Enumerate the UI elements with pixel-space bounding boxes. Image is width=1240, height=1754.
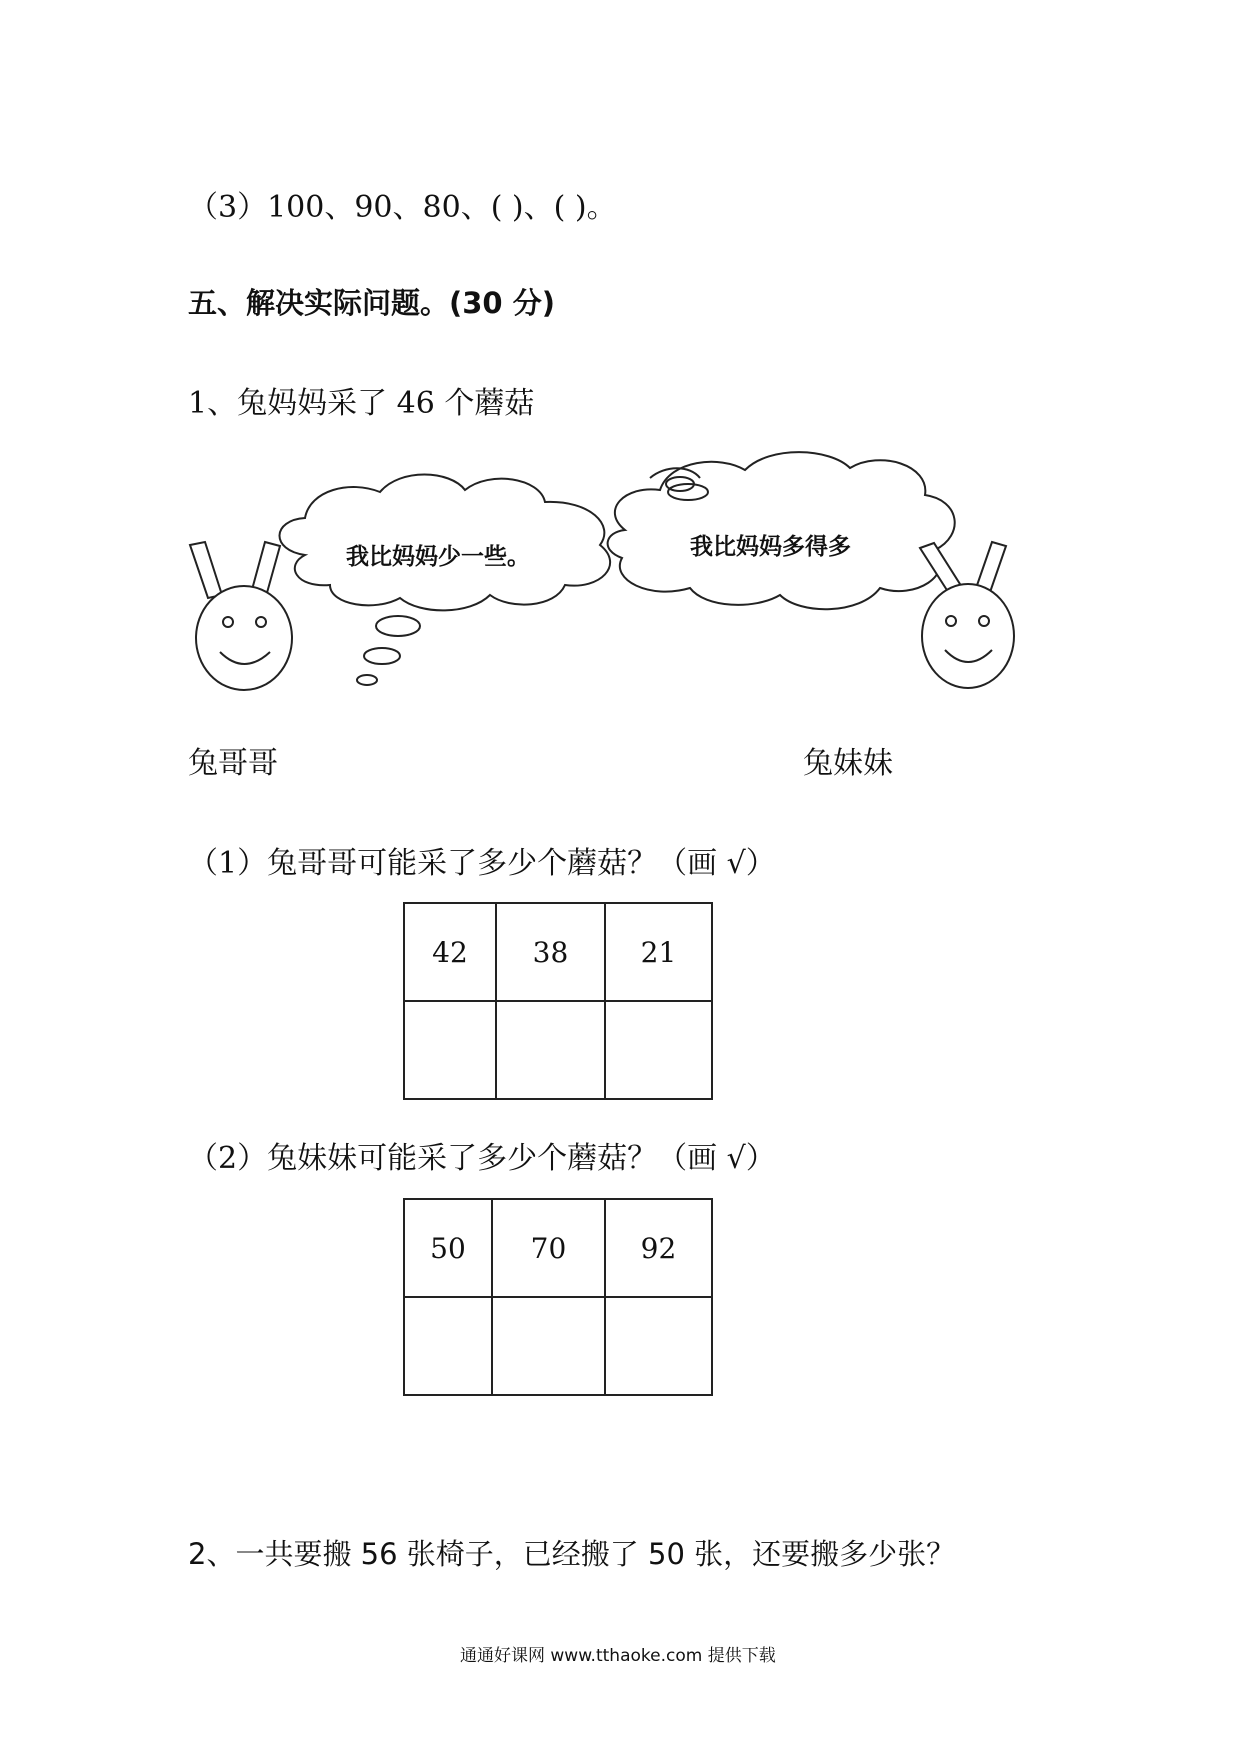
footer-source: 通通好课网 www.tthaoke.com 提供下载	[460, 1646, 776, 1666]
left-thought-dot-large	[376, 616, 420, 636]
answer-grid-1	[403, 902, 713, 1100]
problem-1-title: 1、兔妈妈采了 46 个蘑菇	[188, 386, 535, 421]
fill-in-sequence-q3: （3）100、90、80、( )、( )。	[188, 190, 617, 225]
left-thought-dot-small	[357, 675, 377, 685]
checkmark-cell[interactable]	[605, 1297, 712, 1395]
right-rabbit	[920, 542, 1014, 688]
option-cell: 50	[404, 1199, 492, 1297]
option-cell: 70	[492, 1199, 605, 1297]
option-cell: 42	[404, 903, 496, 1001]
label-rabbit-sister: 兔妹妹	[803, 746, 893, 781]
answer-grid-2	[403, 1198, 713, 1396]
checkmark-cell[interactable]	[492, 1297, 605, 1395]
checkmark-cell[interactable]	[404, 1001, 496, 1099]
left-thought-dot-medium	[364, 648, 400, 664]
label-rabbit-brother: 兔哥哥	[188, 746, 278, 781]
right-bubble-text: 我比妈妈多得多	[690, 534, 851, 560]
section-title: 五、解决实际问题。(30 分)	[188, 286, 555, 320]
checkmark-cell[interactable]	[605, 1001, 712, 1099]
rabbits-illustration	[0, 440, 1240, 710]
checkmark-cell[interactable]	[496, 1001, 605, 1099]
option-cell: 21	[605, 903, 712, 1001]
left-bubble-text: 我比妈妈少一些。	[346, 544, 530, 570]
option-cell: 38	[496, 903, 605, 1001]
option-cell: 92	[605, 1199, 712, 1297]
problem-2: 2、一共要搬 56 张椅子，已经搬了 50 张，还要搬多少张？	[188, 1537, 956, 1571]
sub-question-1: （1）兔哥哥可能采了多少个蘑菇？（画 √）	[188, 846, 776, 881]
left-rabbit	[190, 542, 292, 690]
checkmark-cell[interactable]	[404, 1297, 492, 1395]
sub-question-2: （2）兔妹妹可能采了多少个蘑菇？（画 √）	[188, 1141, 776, 1176]
